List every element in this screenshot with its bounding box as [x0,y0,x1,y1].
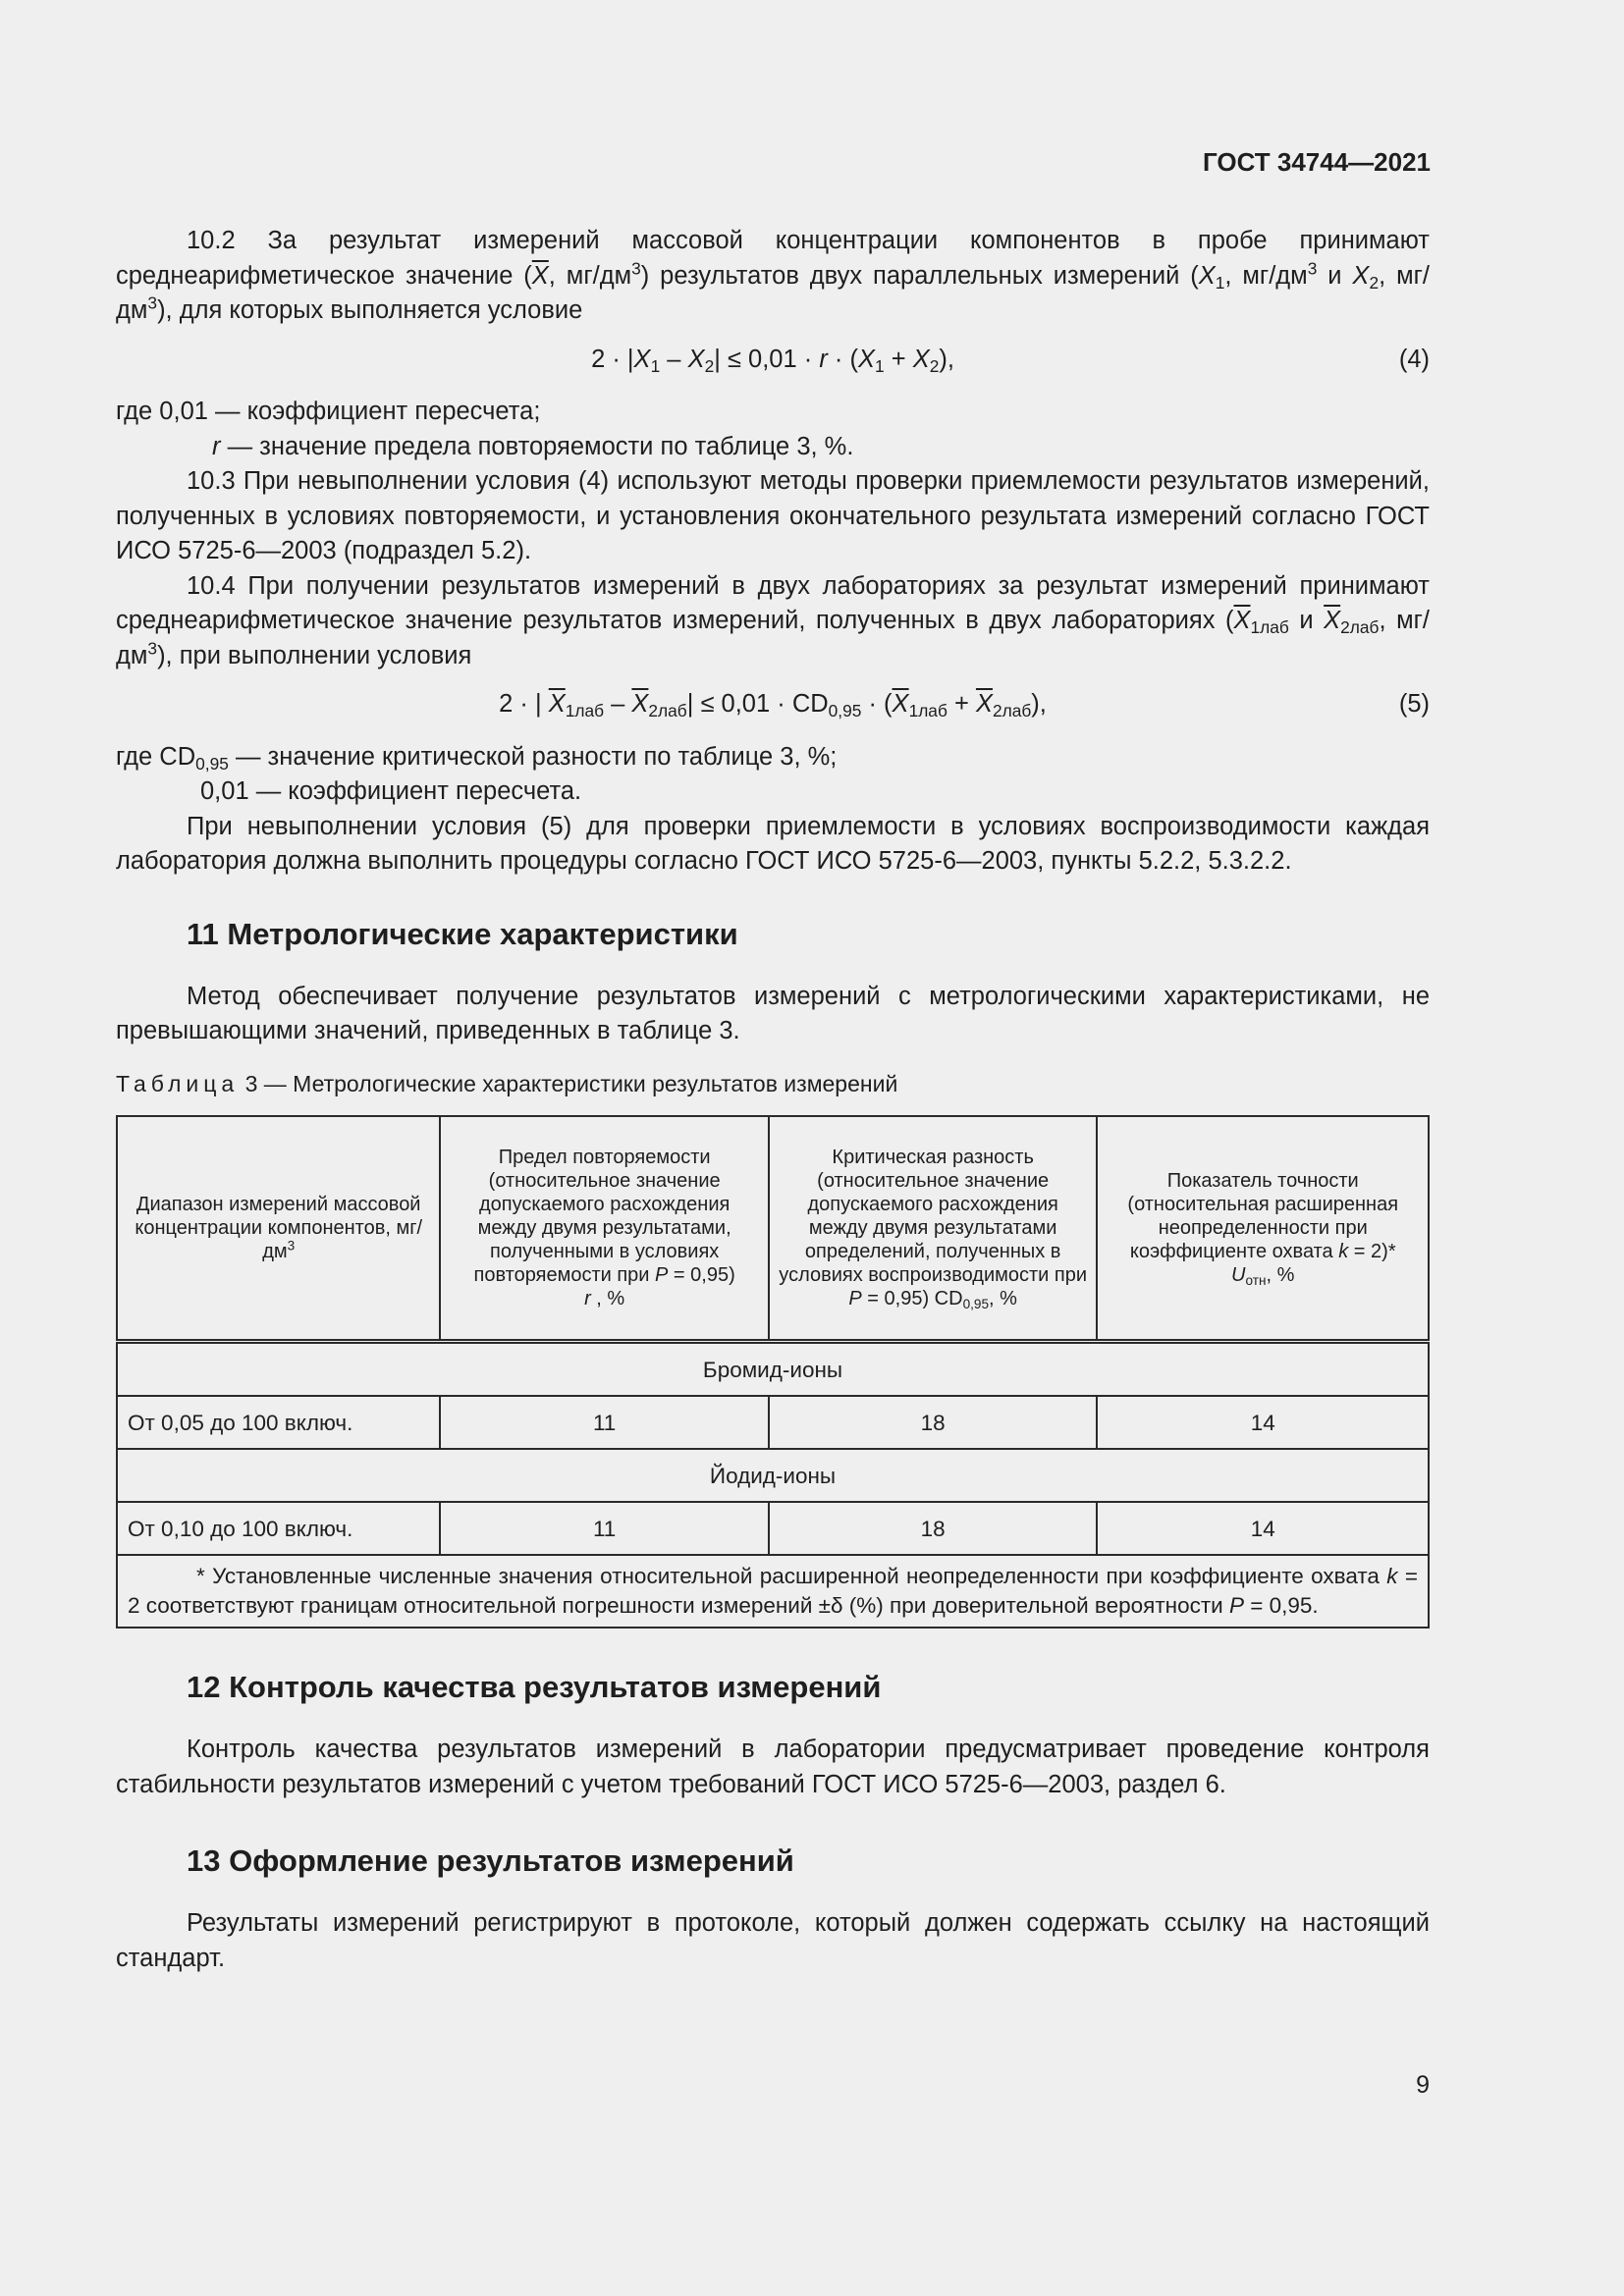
table-group-row: Бромид-ионы [117,1342,1429,1397]
table-caption: Таблица 3 — Метрологические характеристики результатов измерений [116,1070,898,1096]
section-13-text: Результаты измерений регистрируют в протоколе, который должен содержать ссылку на настоящий стандарт. [116,1909,1430,1972]
header-accuracy: Показатель точности (относительная расширенная неопределенности при коэффициенте охвата k = 2)* $U_{отн}$, % [1097,1116,1429,1342]
paragraph-10-2: 10.2 За результат измерений массовой концентрации компонентов в пробе принимают среднеарифметическое значение ($\overline{X}$, $мг/дм^3$) результатов двух параллельных измерений ($X_1$, $мг/дм^3$ и $X_2$, $мг/дм^3$), для которых выполняется условие [116,227,1430,324]
section-11-title: 11 Метрологические характеристики [187,916,738,951]
table-row: От 0,05 до 100 включ. 11 18 14 [117,1396,1429,1449]
header-range: Диапазон измерений массовой концентрации компонентов, $мг/дм^3$ [117,1116,440,1342]
page-content [116,224,1430,1976]
table-footnote-row [117,1555,1429,1628]
section-12-title: 12 Контроль качества результатов измерений [187,1670,882,1704]
header-repeatability: Предел повторяемости (относительное значение допускаемого расхождения между двумя результатами, полученными в условиях повторяемости при P = 0,95) r , % [440,1116,768,1342]
formula-4: $2 \cdot |X_1 - X_2| \le 0,01 \cdot r \cdot (X_1 + X_2)$, (4) [116,343,1430,378]
formula-number: (4) [1398,345,1430,373]
paragraph-fail-5: При невыполнении условия (5) для проверки приемлемости в условиях воспроизводимости каждая лаборатория должна выполнить процедуры согласно ГОСТ ИСО 5725-6—2003, пункты 5.2.2, 5.3.2.2. [116,812,1430,875]
where-5-line2: 0,01 — коэффициент пересчета. [200,777,582,805]
where-5-line1: где $CD_{0,95}$ — значение критической разности по таблице 3, %; [116,742,838,774]
standard-code: ГОСТ 34744—2021 [1203,147,1431,177]
table-group-row: Йодид-ионы [117,1449,1429,1502]
table-footnote: * Установленные численные значения относительной расширенной неопределенности при коэффициенте охвата k = 2 соответствуют границам относительной погрешности измерений ±δ (%) при доверительной вероятности P = 0,95. [117,1555,1429,1628]
section-13-title: 13 Оформление результатов измерений [187,1843,794,1878]
formula-number: (5) [1398,690,1430,718]
paragraph-10-4: 10.4 При получении результатов измерений в двух лабораториях за результат измерений принимают среднеарифметическое значение результатов измерений, полученных в двух лабораториях ($\overline{X}_{1лаб}$ и $\overline{X}_{2лаб}$, $мг/дм^3$), при выполнении условия [116,571,1431,669]
where-4-line1: где 0,01 — коэффициент пересчета; [116,398,541,425]
paragraph-10-3: 10.3 При невыполнении условия (4) используют методы проверки приемлемости результатов измерений, полученных в условиях повторяемости, и установления окончательного результата измерений согласно ГОСТ ИСО 5725-6—2003 (подраздел 5.2). [116,467,1430,564]
page-number: 9 [1416,2071,1430,2099]
formula-5: 2 · | $\overline{X}_{1лаб} - \overline{X}_{2лаб}| \le 0,01 \cdot CD_{0,95} \cdot (\overline{X}_{1лаб} + \overline{X}_{2лаб})$, (5) [116,687,1430,722]
table-row: От 0,10 до 100 включ. 11 18 14 [117,1502,1429,1555]
header-critical-difference: Критическая разность (относительное значение допускаемого расхождения между двумя результатами определений, полученных в условиях воспроизводимости при P = 0,95) $CD_{0,95}$, % [769,1116,1098,1342]
where-4-line2: r — значение предела повторяемости по таблице 3, %. [212,432,854,460]
metrology-table [116,1115,1430,1629]
section-11-text: Метод обеспечивает получение результатов измерений с метрологическими характеристиками, не превышающими значений, приведенных в таблице 3. [116,982,1430,1044]
section-12-text: Контроль качества результатов измерений в лаборатории предусматривает проведение контроля стабильности результатов измерений с учетом требований ГОСТ ИСО 5725-6—2003, раздел 6. [116,1735,1430,1798]
